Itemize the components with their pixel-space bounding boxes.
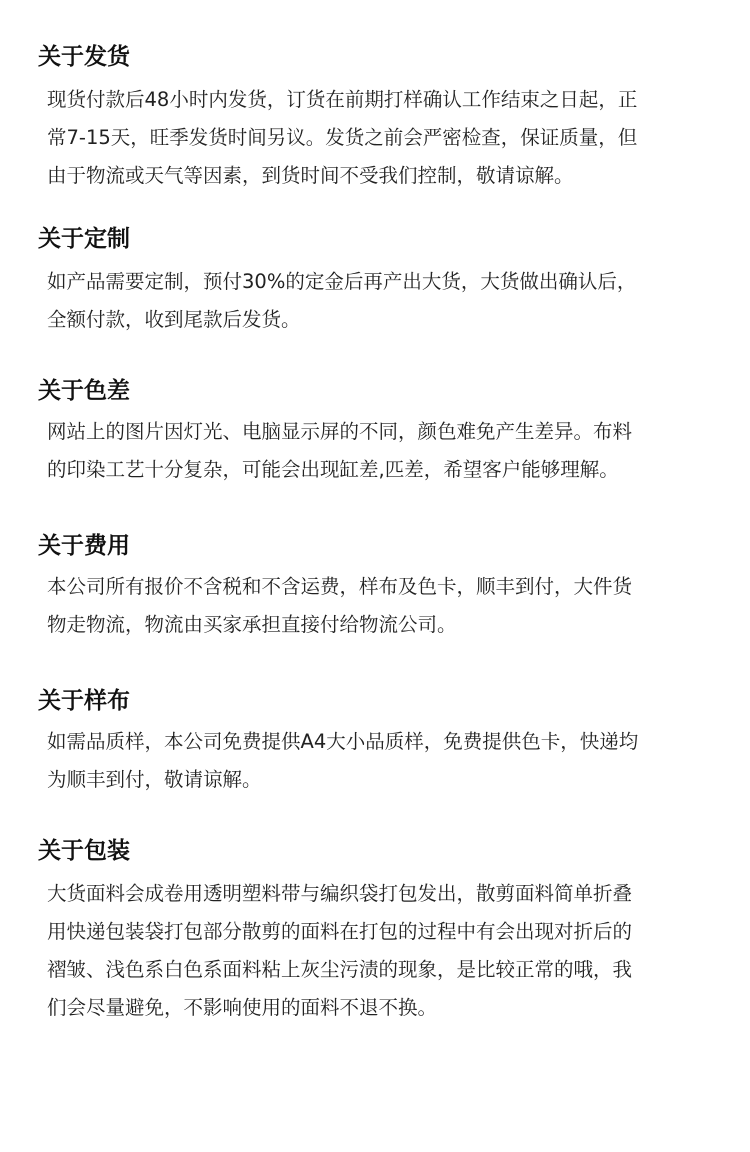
body-line: 为顺丰到付，敬请谅解。 — [47, 768, 262, 791]
body-line: 网站上的图片因灯光、电脑显示屏的不同，颜色难免产生差异。布料 — [47, 420, 633, 443]
body-line: 全额付款，收到尾款后发货。 — [47, 308, 301, 331]
body-line: 如产品需要定制，预付30%的定金后再产出大货，大货做出确认后， — [47, 270, 637, 293]
body-line: 如需品质样，本公司免费提供A4大小品质样，免费提供色卡，快递均 — [47, 730, 639, 753]
body-line: 大货面料会成卷用透明塑料带与编织袋打包发出，散剪面料简单折叠 — [47, 882, 633, 905]
body-line: 们会尽量避免，不影响使用的面料不退不换。 — [47, 996, 438, 1019]
section-title-shipping: 关于发货 — [38, 44, 130, 70]
body-line: 常7-15天，旺季发货时间另议。发货之前会严密检查，保证质量，但 — [47, 126, 638, 149]
section-title-packaging: 关于包装 — [38, 838, 130, 864]
section-title-samples: 关于样布 — [38, 688, 130, 714]
body-line: 本公司所有报价不含税和不含运费，样布及色卡，顺丰到付，大件货 — [47, 575, 633, 598]
body-line: 现货付款后48小时内发货，订货在前期打样确认工作结束之日起，正 — [47, 88, 638, 111]
section-title-color-difference: 关于色差 — [38, 378, 130, 404]
body-line: 由于物流或天气等因素，到货时间不受我们控制，敬请谅解。 — [47, 164, 574, 187]
body-line: 用快递包装袋打包部分散剪的面料在打包的过程中有会出现对折后的 — [47, 920, 633, 943]
body-line: 物走物流，物流由买家承担直接付给物流公司。 — [47, 613, 457, 636]
body-line: 褶皱、浅色系白色系面料粘上灰尘污渍的现象，是比较正常的哦，我 — [47, 958, 633, 981]
body-line: 的印染工艺十分复杂，可能会出现缸差,匹差，希望客户能够理解。 — [47, 458, 619, 481]
section-title-customization: 关于定制 — [38, 226, 130, 252]
section-title-fees: 关于费用 — [38, 533, 130, 559]
